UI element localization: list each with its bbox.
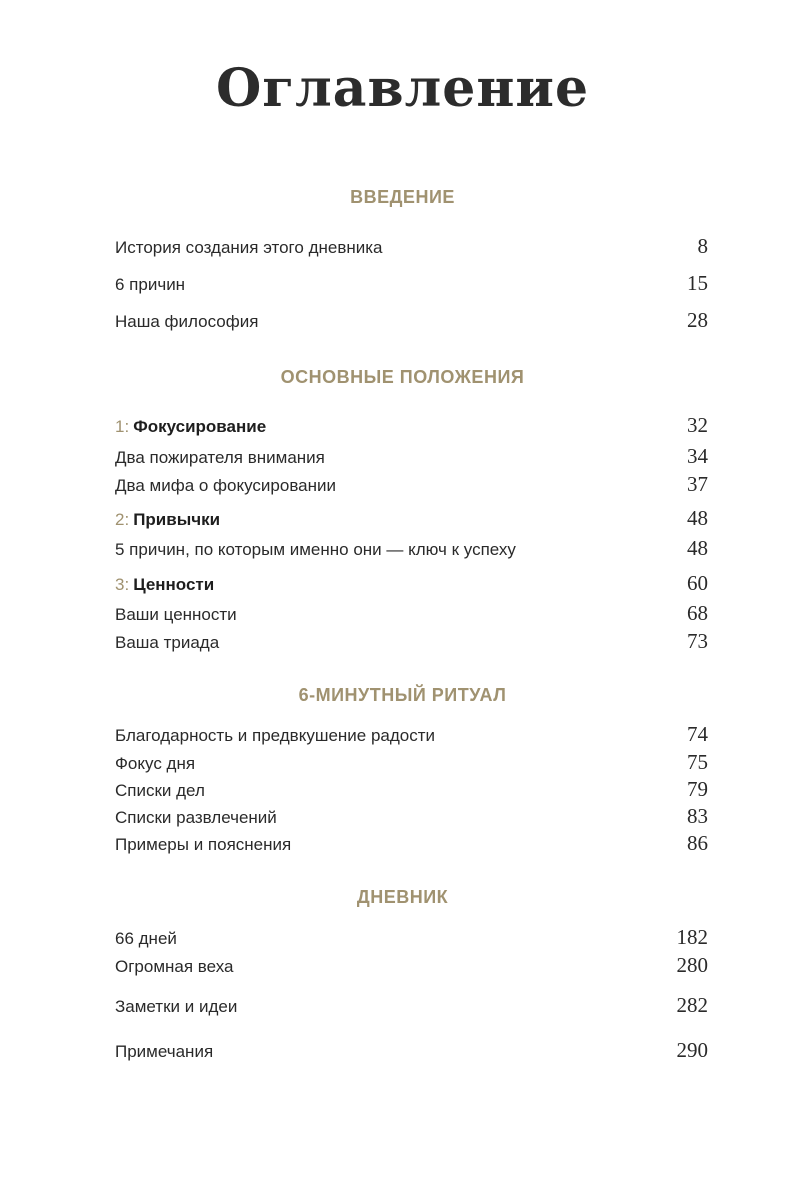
- toc-entry[interactable]: [115, 953, 708, 979]
- toc-entry-page: 73: [687, 629, 708, 653]
- toc-entry[interactable]: [115, 629, 708, 655]
- toc-entry-label: История создания этого дневника: [115, 238, 383, 257]
- toc-entry-page: 37: [687, 472, 708, 496]
- toc-entry-label: Примеры и пояснения: [115, 835, 292, 854]
- chapter-title: Фокусирование: [133, 417, 267, 436]
- toc-entry[interactable]: [115, 444, 708, 470]
- toc-chapter-label: [115, 575, 214, 595]
- toc-entry-page: 48: [687, 506, 708, 530]
- toc-entry-label: Заметки и идеи: [115, 997, 238, 1016]
- toc-entry-page: 48: [687, 536, 708, 560]
- chapter-number: 3:: [115, 575, 130, 594]
- toc-entry-page: 74: [687, 722, 708, 746]
- section-heading-core-principles: ОСНОВНЫЕ ПОЛОЖЕНИЯ: [280, 367, 525, 387]
- toc-entry-page: 60: [687, 571, 708, 595]
- toc-entry-page: 15: [687, 271, 708, 295]
- toc-chapter-entry[interactable]: [115, 413, 708, 439]
- toc-entry[interactable]: [115, 750, 708, 776]
- toc-entry[interactable]: [115, 722, 708, 748]
- toc-entry-page: 79: [687, 777, 708, 801]
- toc-entry-page: 280: [676, 953, 708, 977]
- toc-entry[interactable]: [115, 308, 708, 334]
- toc-entry-label: Благодарность и предвкушение радости: [115, 726, 436, 745]
- toc-chapter-label: [115, 417, 266, 437]
- toc-entry[interactable]: [115, 234, 708, 260]
- chapter-title: Привычки: [133, 510, 221, 529]
- toc-entry[interactable]: [115, 777, 708, 803]
- toc-entry[interactable]: [115, 993, 708, 1019]
- toc-entry-label: 5 причин, по которым именно они — ключ к успеху: [115, 540, 516, 559]
- toc-entry-label: Ваши ценности: [115, 605, 237, 624]
- chapter-number: 2:: [115, 510, 130, 529]
- toc-entry-label: Ваша триада: [115, 633, 220, 652]
- section-heading-six-minute-ritual: 6-МИНУТНЫЙ РИТУАЛ: [298, 685, 507, 705]
- chapter-title: Ценности: [133, 575, 215, 594]
- toc-entry[interactable]: [115, 601, 708, 627]
- toc-entry-label: Два мифа о фокусировании: [115, 476, 337, 495]
- toc-entry-label: Два пожирателя внимания: [115, 448, 325, 467]
- toc-entry-label: Списки дел: [115, 781, 205, 800]
- toc-entry-label: Примечания: [115, 1042, 214, 1061]
- toc-entry-page: 34: [687, 444, 708, 468]
- page-title: Оглавление: [215, 58, 590, 119]
- toc-chapter-label: [115, 510, 220, 530]
- toc-entry[interactable]: [115, 536, 708, 562]
- toc-entry-page: 182: [676, 925, 708, 949]
- toc-entry[interactable]: [115, 831, 708, 857]
- toc-entry-page: 75: [687, 750, 708, 774]
- toc-entry-page: 32: [687, 413, 708, 437]
- toc-entry-label: Фокус дня: [115, 754, 196, 773]
- toc-entry[interactable]: [115, 1038, 708, 1064]
- toc-entry-label: Списки развлечений: [115, 808, 277, 827]
- toc-entry[interactable]: [115, 271, 708, 297]
- chapter-number: 1:: [115, 417, 130, 436]
- toc-entry-page: 8: [697, 234, 708, 258]
- toc-chapter-entry[interactable]: [115, 506, 708, 532]
- section-heading-introduction: ВВЕДЕНИЕ: [350, 187, 455, 207]
- toc-entry[interactable]: [115, 925, 708, 951]
- toc-entry-page: 28: [687, 308, 708, 332]
- toc-entry[interactable]: [115, 804, 708, 830]
- toc-entry-page: 68: [687, 601, 708, 625]
- section-heading-journal: ДНЕВНИК: [356, 887, 449, 907]
- toc-entry-page: 86: [687, 831, 708, 855]
- toc-entry-label: 66 дней: [115, 929, 177, 948]
- toc-chapter-entry[interactable]: [115, 571, 708, 597]
- toc-entry-label: Огромная веха: [115, 957, 234, 976]
- toc-entry-label: Наша философия: [115, 312, 259, 331]
- toc-entry-label: 6 причин: [115, 275, 186, 294]
- toc-entry-page: 290: [676, 1038, 708, 1062]
- toc-entry[interactable]: [115, 472, 708, 498]
- toc-entry-page: 282: [676, 993, 708, 1017]
- toc-entry-page: 83: [687, 804, 708, 828]
